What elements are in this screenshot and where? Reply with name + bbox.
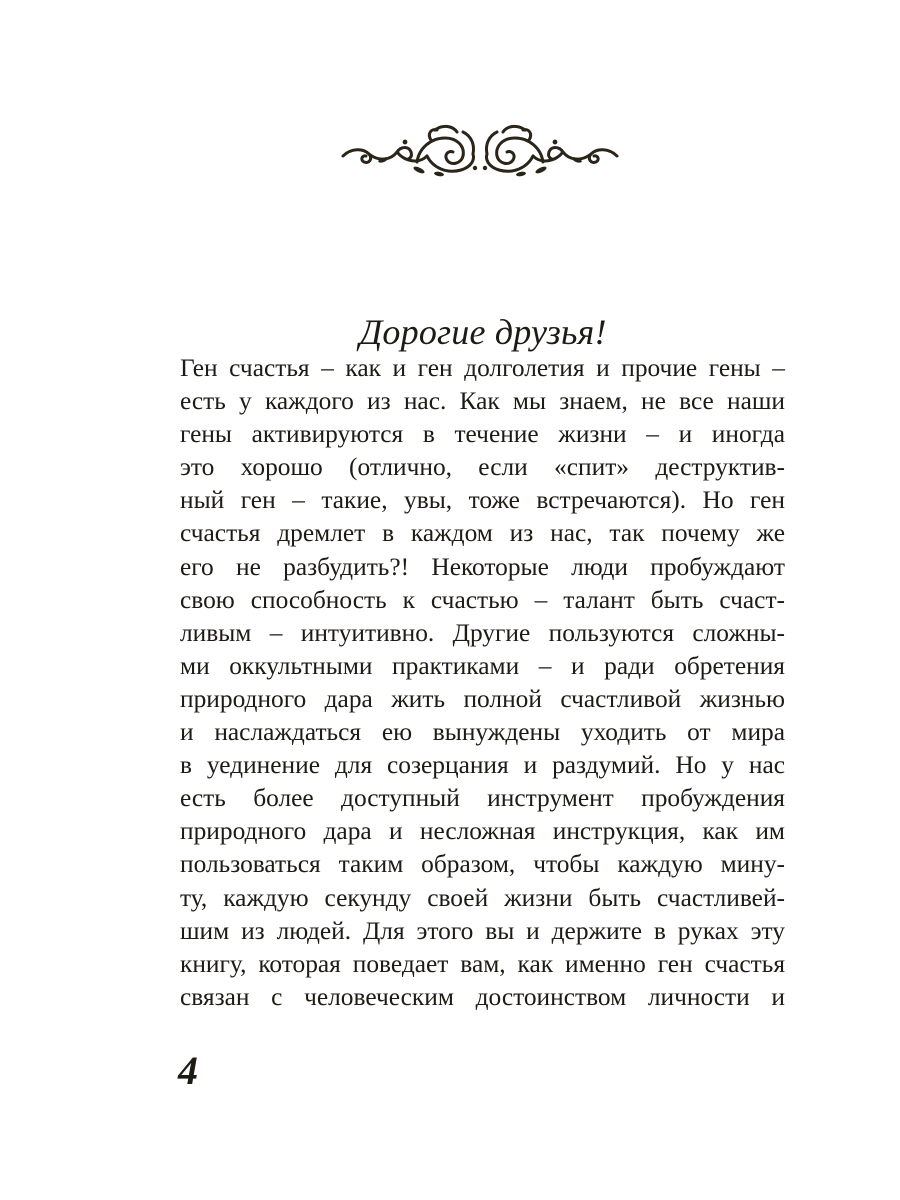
text-line: связан с человеческим достоинством личности и bbox=[180, 982, 785, 1011]
text-line: свою способность к счастью – талант быть счаст- bbox=[180, 585, 785, 614]
text-line: книгу, которая поведает вам, как именно ген счастья bbox=[180, 949, 785, 978]
text-line: ми оккультными практиками – и ради обретения bbox=[180, 651, 785, 680]
page-number: 4 bbox=[178, 1048, 198, 1093]
scroll-flourish-icon bbox=[335, 118, 625, 188]
text-line: природного дара и несложная инструкция, как им bbox=[180, 817, 785, 846]
text-line: ту, каждую секунду своей жизни быть счастливей- bbox=[180, 883, 785, 912]
text-line: есть у каждого из нас. Как мы знаем, не все наши bbox=[180, 387, 785, 416]
text-line: его не разбудить?! Некоторые люди пробуждают bbox=[180, 552, 785, 581]
text-line: счастья дремлет в каждом из нас, так почему же bbox=[180, 519, 785, 548]
text-line: шим из людей. Для этого вы и держите в руках эту bbox=[180, 916, 785, 945]
text-line: есть более доступный инструмент пробуждения bbox=[180, 784, 785, 813]
text-line: природного дара жить полной счастливой жизнью bbox=[180, 684, 785, 713]
text-line: гены активируются в течение жизни – и иногда bbox=[180, 420, 785, 449]
text-line: и наслаждаться ею вынуждены уходить от мира bbox=[180, 718, 785, 747]
text-line: ный ген – такие, увы, тоже встречаются). Но ген bbox=[180, 486, 785, 515]
text-line: ливым – интуитивно. Другие пользуются сложны- bbox=[180, 618, 785, 647]
text-line: это хорошо (отлично, если «спит» деструктив- bbox=[180, 453, 785, 482]
text-line: Ген счастья – как и ген долголетия и прочие гены – bbox=[180, 354, 785, 382]
text-line: пользоваться таким образом, чтобы каждую мину- bbox=[180, 850, 785, 879]
section-heading: Дорогие друзья! bbox=[359, 312, 607, 352]
body-paragraph bbox=[180, 352, 785, 1014]
text-line: в уединение для созерцания и раздумий. Но у нас bbox=[180, 751, 785, 780]
